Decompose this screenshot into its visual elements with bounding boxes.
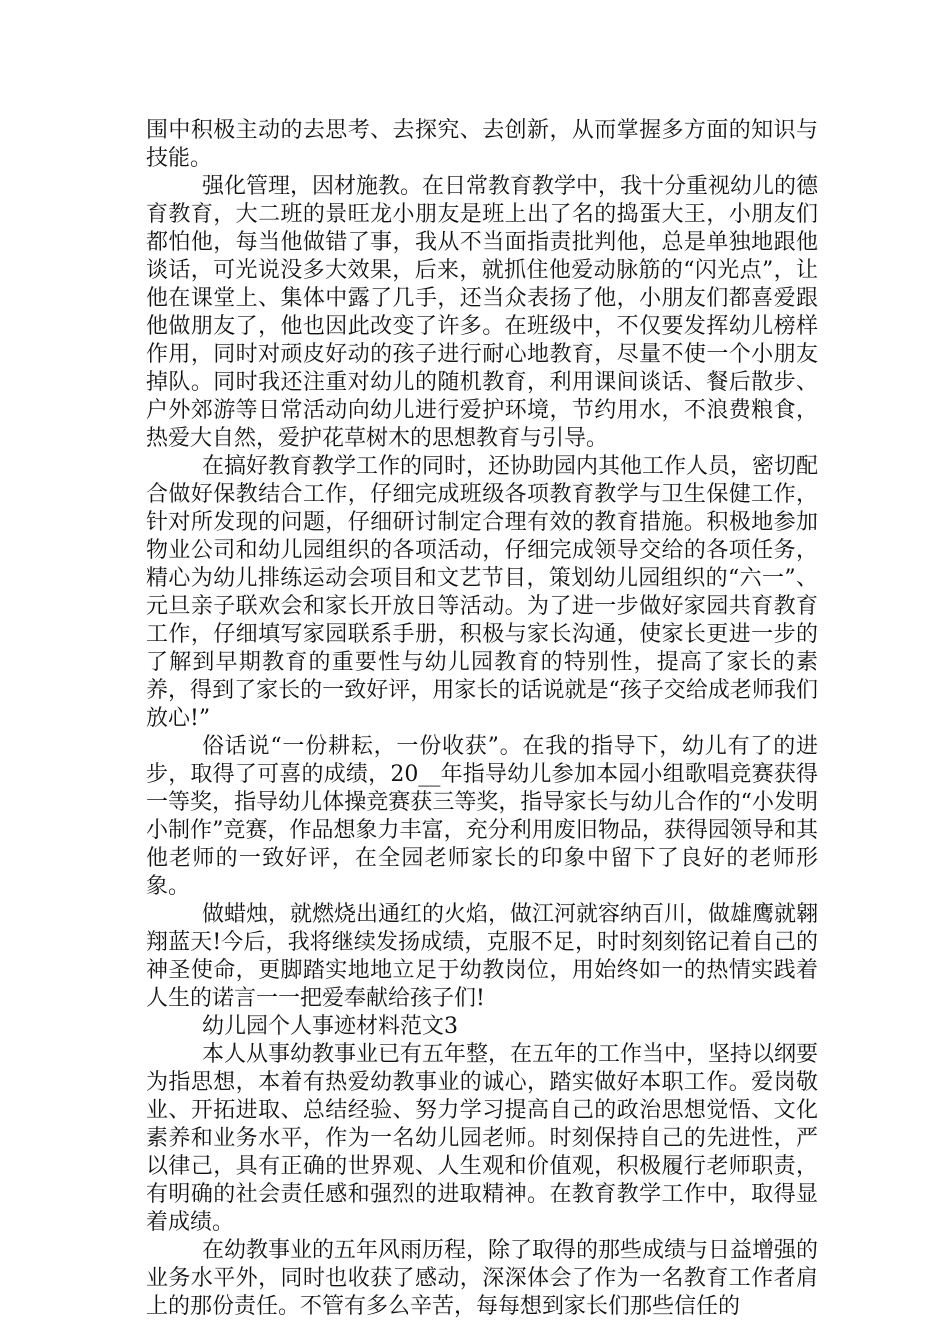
- paragraph-1: 围中积极主动的去思考、去探究、去创新，从而掌握多方面的知识与技能。: [146, 118, 818, 171]
- paragraph-6: 本人从事幼教事业已有五年整，在五年的工作当中，坚持以纲要为指思想，本着有热爱幼教事业的诚心，踏实做好本职工作。爱岗敬业、开拓进取、总结经验、努力学习提高自己的政治思想觉悟、文化素养和业务水平，作为一名幼儿园老师。时刻保持自己的先进性，严以律己，具有正确的世界观、人生观和价值观，积极履行老师职责，有明确的社会责任感和强烈的进取精神。在教育教学工作中，取得显着成绩。: [146, 1042, 819, 1235]
- paragraph-3: 在搞好教育教学工作的同时，还协助园内其他工作人员，密切配合做好保教结合工作，仔细完成班级各项教育教学与卫生保健工作，针对所发现的问题，仔细研讨制定合理有效的教育措施。积极地参加物业公司和幼儿园组织的各项活动，仔细完成领导交给的各项任务，精心为幼儿排练运动会项目和文艺节目，策划幼儿园组织的“六一”、元旦亲子联欢会和家长开放日等活动。为了进一步做好家园共育教育工作，仔细填写家园联系手册，积极与家长沟通，使家长更进一步的了解到早期教育的重要性与幼儿园教育的特别性，提高了家长的素养，得到了家长的一致好评，用家长的话说就是“孩子交给成老师我们放心!”: [146, 454, 819, 731]
- paragraph-2: 强化管理，因材施教。在日常教育教学中，我十分重视幼儿的德育教育，大二班的景旺龙小朋友是班上出了名的捣蛋大王，小朋友们都怕他，每当他做错了事，我从不当面指责批判他，总是单独地跟他谈话，可光说没多大效果，后来，就抓住他爱动脉筋的“闪光点”，让他在课堂上、集体中露了几手，还当众表扬了他，小朋友们都喜爱跟他做朋友了，他也因此改变了许多。在班级中，不仅要发挥幼儿榜样作用，同时对顽皮好动的孩子进行耐心地教育，尽量不使一个小朋友掉队。同时我还注重对幼儿的随机教育，利用课间谈话、餐后散步、户外郊游等日常活动向幼儿进行爱护环境，节约用水，不浪费粮食，热爱大自然，爱护花草树木的思想教育与引导。: [146, 174, 819, 451]
- document-page: [146, 117, 818, 1321]
- section-heading: 幼儿园个人事迹材料范文3: [202, 1014, 458, 1039]
- paragraph-5: 做蜡烛，就燃烧出通红的火焰，做江河就容纳百川，做雄鹰就翱翔蓝天!今后，我将继续发扬成绩，克服不足，时时刻刻铭记着自己的神圣使命，更脚踏实地地立足于幼教岗位，用始终如一的热情实践着人生的诺言一一把爱奉献给孩子们!: [146, 902, 819, 1011]
- paragraph-7: 在幼教事业的五年风雨历程，除了取得的那些成绩与日益增强的业务水平外，同时也收获了感动，深深体会了作为一名教育工作者肩上的那份责任。不管有多么辛苦，每每想到家长们那些信任的: [146, 1238, 819, 1319]
- paragraph-4: 俗话说“一份耕耘，一份收获”。在我的指导下，幼儿有了的进步，取得了可喜的成绩，20__年指导幼儿参加本园小组歌唱竞赛获得一等奖，指导幼儿体操竞赛获三等奖，指导家长与幼儿合作的“小发明小制作”竞赛，作品想象力丰富，充分利用废旧物品，获得园领导和其他老师的一致好评，在全园老师家长的印象中留下了良好的老师形象。: [146, 734, 818, 899]
